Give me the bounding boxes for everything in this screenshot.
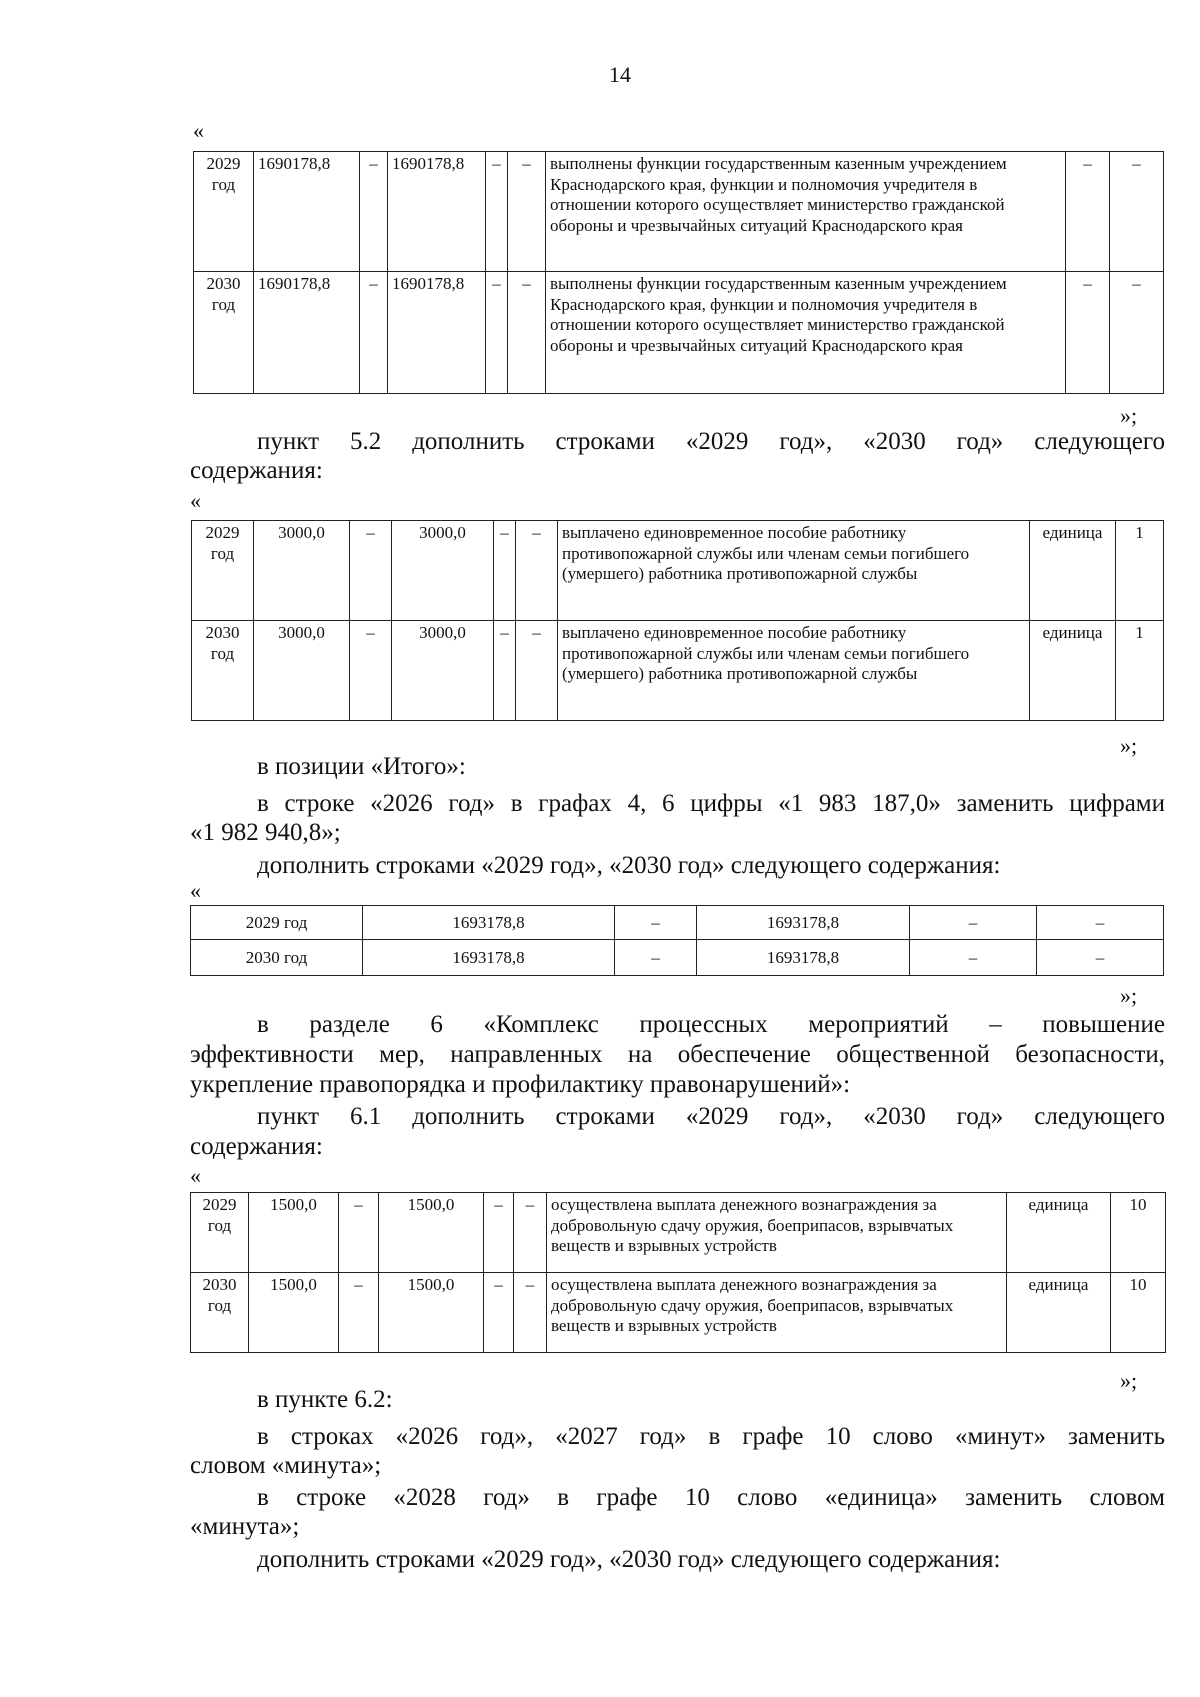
dash-cell: – [486, 152, 508, 272]
table-row [191, 940, 1164, 976]
itogo-line: в строке «2026 год» в графах 4, 6 цифры «1 983 187,0» заменить цифрами [257, 790, 1165, 817]
value-cell: – [1110, 272, 1164, 394]
result-cell: осуществлена выплата денежного вознаграждения за добровольную сдачу оружия, боеприпасов, взрывчатых веществ и взрывных устройств [547, 1193, 1007, 1273]
amount-cell: 3000,0 [254, 621, 350, 721]
point-6-2-heading: в пункте 6.2: [257, 1386, 393, 1413]
unit-cell: – [1066, 152, 1110, 272]
page-number: 14 [609, 62, 631, 87]
value-cell: 10 [1111, 1273, 1166, 1353]
amount-cell: 1693178,8 [363, 940, 615, 976]
value-cell: 1 [1116, 521, 1164, 621]
value-cell: – [1110, 152, 1164, 272]
dash-cell: – [514, 1273, 547, 1353]
point-6-2-line: «минута»; [190, 1513, 300, 1540]
dash-cell: – [910, 906, 1037, 940]
year-cell: 2030 год [192, 621, 254, 721]
year-cell: 2029 год [191, 906, 363, 940]
dash-cell: – [339, 1273, 379, 1353]
paragraph-5-2: пункт 5.2 дополнить строками «2029 год», «2030 год» следующего [257, 428, 1165, 455]
amount-cell: 3000,0 [392, 521, 494, 621]
result-cell: выполнены функции государственным казенным учреждением Краснодарского края, функции и полномочия учредителя в отношении которого осуществляет министерство гражданской обороны и чрезвычайных ситуаций Краснодарского края [546, 152, 1066, 272]
unit-cell: единица [1007, 1273, 1111, 1353]
point-6-2-line: дополнить строками «2029 год», «2030 год» следующего содержания: [257, 1546, 1001, 1573]
dash-cell: – [516, 521, 558, 621]
unit-cell: единица [1030, 621, 1116, 721]
result-cell: выплачено единовременное пособие работнику противопожарной службы или членам семьи погибшего (умершего) работника противопожарной службы [558, 621, 1030, 721]
value-cell: 1 [1116, 621, 1164, 721]
table-row [192, 521, 1164, 621]
result-cell: выплачено единовременное пособие работнику противопожарной службы или членам семьи погибшего (умершего) работника противопожарной службы [558, 521, 1030, 621]
table-itogo-totals [190, 905, 1164, 976]
itogo-line: дополнить строками «2029 год», «2030 год» следующего содержания: [257, 852, 1001, 879]
table-allowance-payment [191, 520, 1164, 721]
section6-line: укрепление правопорядка и профилактику правонарушений»: [190, 1071, 851, 1098]
table-row [194, 152, 1164, 272]
amount-cell: 1693178,8 [363, 906, 615, 940]
dash-cell: – [350, 621, 392, 721]
amount-cell: 1500,0 [249, 1193, 339, 1273]
dash-cell: – [360, 152, 388, 272]
unit-cell: единица [1007, 1193, 1111, 1273]
itogo-heading: в позиции «Итого»: [257, 753, 466, 780]
year-cell: 2030 год [191, 1273, 249, 1353]
table-row [191, 1273, 1166, 1353]
open-quote: « [190, 878, 201, 903]
amount-cell: 3000,0 [254, 521, 350, 621]
table-row [194, 272, 1164, 394]
amount-cell: 1690178,8 [254, 272, 360, 394]
point-6-2-line: словом «минута»; [190, 1452, 382, 1479]
open-quote: « [190, 1163, 201, 1188]
unit-cell: – [1066, 272, 1110, 394]
amount-cell: 1690178,8 [388, 152, 486, 272]
result-cell: осуществлена выплата денежного вознаграждения за добровольную сдачу оружия, боеприпасов, взрывчатых веществ и взрывных устройств [547, 1273, 1007, 1353]
close-quote: »; [1120, 983, 1138, 1008]
open-quote: « [193, 118, 204, 143]
paragraph-5-2-cont: содержания: [190, 457, 323, 484]
dash-cell: – [615, 906, 697, 940]
amount-cell: 3000,0 [392, 621, 494, 721]
dash-cell: – [484, 1193, 514, 1273]
paragraph-6-1: пункт 6.1 дополнить строками «2029 год», «2030 год» следующего [257, 1103, 1165, 1130]
point-6-2-line: в строке «2028 год» в графе 10 слово «единица» заменить словом [257, 1484, 1165, 1511]
table-row [192, 621, 1164, 721]
year-cell: 2029 год [192, 521, 254, 621]
dash-cell: – [486, 272, 508, 394]
dash-cell: – [494, 521, 516, 621]
value-cell: 10 [1111, 1193, 1166, 1273]
table-row [191, 906, 1164, 940]
close-quote: »; [1120, 403, 1138, 428]
open-quote: « [190, 488, 201, 513]
dash-cell: – [339, 1193, 379, 1273]
dash-cell: – [516, 621, 558, 721]
table-weapons-reward [190, 1192, 1166, 1353]
amount-cell: 1693178,8 [697, 940, 910, 976]
point-6-2-line: в строках «2026 год», «2027 год» в графе 10 слово «минут» заменить [257, 1423, 1165, 1450]
dash-cell: – [360, 272, 388, 394]
year-cell: 2030 год [191, 940, 363, 976]
dash-cell: – [1037, 906, 1164, 940]
itogo-line: «1 982 940,8»; [190, 819, 341, 846]
dash-cell: – [514, 1193, 547, 1273]
section6-line: эффективности мер, направленных на обеспечение общественной безопасности, [190, 1041, 1165, 1068]
year-cell: 2030 год [194, 272, 254, 394]
unit-cell: единица [1030, 521, 1116, 621]
dash-cell: – [910, 940, 1037, 976]
dash-cell: – [350, 521, 392, 621]
table-row [191, 1193, 1166, 1273]
dash-cell: – [494, 621, 516, 721]
table-funding-functions [193, 151, 1164, 394]
dash-cell: – [1037, 940, 1164, 976]
amount-cell: 1500,0 [379, 1193, 484, 1273]
amount-cell: 1690178,8 [388, 272, 486, 394]
close-quote: »; [1120, 1368, 1138, 1393]
dash-cell: – [484, 1273, 514, 1353]
paragraph-6-1-cont: содержания: [190, 1133, 323, 1160]
amount-cell: 1500,0 [249, 1273, 339, 1353]
close-quote: »; [1120, 733, 1138, 758]
amount-cell: 1500,0 [379, 1273, 484, 1353]
result-cell: выполнены функции государственным казенным учреждением Краснодарского края, функции и полномочия учредителя в отношении которого осуществляет министерство гражданской обороны и чрезвычайных ситуаций Краснодарского края [546, 272, 1066, 394]
amount-cell: 1693178,8 [697, 906, 910, 940]
year-cell: 2029 год [194, 152, 254, 272]
section6-line: в разделе 6 «Комплекс процессных мероприятий – повышение [257, 1011, 1165, 1038]
dash-cell: – [508, 272, 546, 394]
year-cell: 2029 год [191, 1193, 249, 1273]
amount-cell: 1690178,8 [254, 152, 360, 272]
dash-cell: – [508, 152, 546, 272]
dash-cell: – [615, 940, 697, 976]
